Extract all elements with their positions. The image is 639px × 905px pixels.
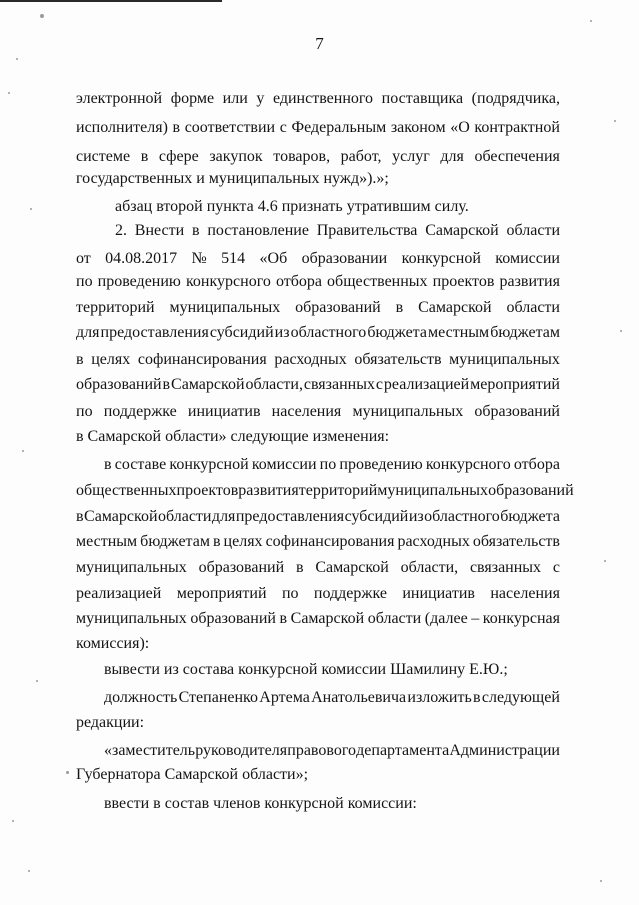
word: Артема xyxy=(259,689,310,706)
word: комиссии xyxy=(495,250,560,267)
text-line xyxy=(115,221,560,241)
word: системе xyxy=(76,148,131,165)
word: субсидий xyxy=(209,324,274,341)
word: в xyxy=(140,148,149,165)
word: развития xyxy=(499,273,560,290)
word: образований xyxy=(295,299,381,316)
word: обязательств xyxy=(354,351,442,368)
word: целях xyxy=(91,351,131,368)
text-line xyxy=(104,455,560,475)
word: «О xyxy=(450,119,470,136)
word: обеспечения xyxy=(474,148,560,165)
scan-speck xyxy=(36,680,38,682)
word: в xyxy=(212,533,221,550)
word: с xyxy=(279,119,287,136)
word: по xyxy=(281,585,299,602)
text-line xyxy=(76,350,560,370)
word: отбора xyxy=(513,456,560,473)
word: муниципальных xyxy=(352,403,464,420)
scan-speck xyxy=(590,20,592,22)
text-line xyxy=(104,741,560,761)
word: бюджетам xyxy=(140,533,210,550)
word: конкурсного xyxy=(425,456,511,473)
text-line xyxy=(76,609,560,629)
word: предоставления xyxy=(100,324,209,341)
word: услуг xyxy=(392,148,430,165)
text-line xyxy=(76,481,574,501)
word: в xyxy=(76,508,84,525)
word: общественных xyxy=(327,273,428,290)
text-line xyxy=(76,323,560,343)
word: в xyxy=(295,559,304,576)
text-line xyxy=(76,147,560,167)
word: бюджета xyxy=(367,324,427,341)
word: в xyxy=(191,222,200,239)
word: Самарской xyxy=(84,508,158,525)
word: с xyxy=(552,559,560,576)
word: развития xyxy=(238,482,299,499)
text-line xyxy=(76,402,560,422)
word: софинансирования xyxy=(137,351,267,368)
word: расходных xyxy=(397,533,470,550)
text-line: абзац второй пункта 4.6 признать утратившим силу. xyxy=(115,198,469,215)
text-line: вывести из состава конкурсной комиссии Шамилину Е.Ю.; xyxy=(104,661,508,678)
word: в xyxy=(162,376,171,393)
word: области, xyxy=(245,376,303,393)
word: по xyxy=(319,456,337,473)
word: или xyxy=(222,90,248,107)
word: бюджетам xyxy=(490,324,560,341)
word: образований xyxy=(76,376,162,393)
word: соответствии xyxy=(184,119,276,136)
word: Администрации xyxy=(449,742,560,759)
word: из xyxy=(408,508,424,525)
word: сфере xyxy=(158,148,199,165)
word: по xyxy=(76,403,93,420)
scan-speck xyxy=(66,771,69,774)
word: муниципальных xyxy=(377,482,489,499)
word: общественных xyxy=(76,482,177,499)
word: населения xyxy=(271,403,342,420)
word: в xyxy=(473,689,481,706)
word: территорий xyxy=(298,482,378,499)
word: в xyxy=(76,351,84,368)
scan-speck xyxy=(22,450,24,452)
word: Анатольевича xyxy=(311,689,407,706)
word: областного xyxy=(424,508,500,525)
text-line: Губернатора Самарской области»; xyxy=(76,766,309,783)
text-line xyxy=(76,375,560,395)
word: Самарской xyxy=(418,299,492,316)
scan-speck xyxy=(40,14,44,18)
word: работ, xyxy=(340,148,382,165)
word: форме xyxy=(170,90,215,107)
word: (подрядчика, xyxy=(471,90,560,107)
text-line: ввести в состав членов конкурсной комиссии: xyxy=(104,795,417,812)
word: от xyxy=(76,250,91,267)
text-line xyxy=(76,558,560,578)
word: с xyxy=(375,376,383,393)
word: субсидий xyxy=(344,508,409,525)
word: из xyxy=(274,324,290,341)
word: Внести xyxy=(134,222,185,239)
word: области xyxy=(367,610,422,627)
text-line xyxy=(76,507,560,527)
word: Самарской xyxy=(315,559,389,576)
word: отбора xyxy=(275,273,322,290)
word: правового xyxy=(287,742,356,759)
word: № xyxy=(191,250,207,267)
word: образований xyxy=(474,403,560,420)
word: муниципальных xyxy=(76,559,187,576)
word: территорий xyxy=(76,299,155,316)
word: реализацией xyxy=(383,376,470,393)
word: области xyxy=(157,508,212,525)
text-line xyxy=(76,89,560,109)
word: области, xyxy=(400,559,459,576)
word: Самарской xyxy=(290,610,365,627)
word: департамента xyxy=(356,742,450,759)
word: для xyxy=(76,324,100,341)
word: области xyxy=(506,222,560,239)
word: связанных xyxy=(469,559,542,576)
word: местным xyxy=(428,324,490,341)
word: электронной xyxy=(76,90,163,107)
text-line xyxy=(76,584,560,604)
word: в xyxy=(395,299,404,316)
word: конкурсного xyxy=(185,273,271,290)
scan-speck xyxy=(620,330,622,332)
word: закупок xyxy=(209,148,263,165)
word: изложить xyxy=(407,689,472,706)
word: проведению xyxy=(339,456,423,473)
word: для xyxy=(211,508,236,525)
word: контрактной xyxy=(474,119,560,136)
word: муниципальных xyxy=(169,299,281,316)
word: – xyxy=(471,610,480,627)
word: составе xyxy=(114,456,167,473)
word: конкурсной xyxy=(169,456,249,473)
word: Степаненко xyxy=(178,689,258,706)
top-rule xyxy=(0,0,222,2)
page-number: 7 xyxy=(315,34,324,53)
word: 04.08.2017 xyxy=(105,250,178,267)
scan-speck xyxy=(614,120,616,122)
word: инициатив xyxy=(187,403,261,420)
text-line xyxy=(76,298,560,318)
scan-speck xyxy=(28,870,30,872)
scan-speck xyxy=(8,92,10,94)
text-line xyxy=(76,272,560,292)
word: инициатив xyxy=(402,585,475,602)
word: мероприятий xyxy=(176,585,267,602)
word: поддержке xyxy=(103,403,177,420)
word: Самарской xyxy=(425,222,499,239)
word: обязательств xyxy=(472,533,560,550)
word: поставщика xyxy=(381,90,464,107)
word: 2. xyxy=(115,222,127,239)
text-line: редакции: xyxy=(76,714,145,731)
scan-speck xyxy=(600,880,602,882)
word: расходных xyxy=(274,351,347,368)
word: руководителя xyxy=(195,742,288,759)
word: целях xyxy=(223,533,263,550)
text-line xyxy=(76,249,560,269)
word: единственного xyxy=(272,90,374,107)
word: муниципальных xyxy=(449,351,560,368)
word: постановление xyxy=(207,222,309,239)
scan-speck xyxy=(30,208,32,210)
word: в xyxy=(172,119,181,136)
word: (далее xyxy=(424,610,468,627)
word: товаров, xyxy=(273,148,331,165)
word: проведению xyxy=(97,273,181,290)
text-line: государственных и муниципальных нужд»).»; xyxy=(76,170,389,187)
word: муниципальных xyxy=(76,610,187,627)
word: поддержке xyxy=(313,585,387,602)
word: «заместитель xyxy=(104,742,196,759)
word: области xyxy=(506,299,560,316)
word: следующей xyxy=(481,689,560,706)
word: у xyxy=(256,90,265,107)
word: проектов xyxy=(176,482,239,499)
word: Самарской xyxy=(171,376,245,393)
word: связанных xyxy=(303,376,375,393)
word: областного xyxy=(290,324,367,341)
word: 514 xyxy=(221,250,246,267)
text-line xyxy=(76,532,560,552)
word: образований xyxy=(488,482,574,499)
scan-speck xyxy=(16,58,18,60)
word: местным xyxy=(76,533,138,550)
word: «Об xyxy=(259,250,288,267)
word: конкурсной xyxy=(401,250,481,267)
scan-speck xyxy=(12,820,14,822)
word: населения xyxy=(490,585,560,602)
text-line: комиссия): xyxy=(76,635,150,652)
text-line xyxy=(76,118,560,138)
word: образований xyxy=(198,559,285,576)
word: Правительства xyxy=(316,222,418,239)
word: образований xyxy=(190,610,276,627)
word: исполнителя) xyxy=(76,119,168,136)
word: реализацией xyxy=(76,585,162,602)
word: образовании xyxy=(301,250,388,267)
word: мероприятий xyxy=(470,376,560,393)
word: конкурсная xyxy=(482,610,560,627)
word: Федеральным xyxy=(291,119,387,136)
word: законом xyxy=(390,119,446,136)
word: бюджета xyxy=(500,508,560,525)
word: софинансирования xyxy=(265,533,395,550)
word: комиссии xyxy=(251,456,317,473)
word: для xyxy=(440,148,464,165)
word: предоставления xyxy=(235,508,345,525)
text-line: в Самарской области» следующие изменения: xyxy=(76,428,390,445)
scan-speck xyxy=(604,560,606,562)
text-line xyxy=(104,688,560,708)
word: по xyxy=(76,273,93,290)
word: в xyxy=(104,456,112,473)
word: в xyxy=(279,610,288,627)
word: проектов xyxy=(432,273,495,290)
word: должность xyxy=(104,689,178,706)
